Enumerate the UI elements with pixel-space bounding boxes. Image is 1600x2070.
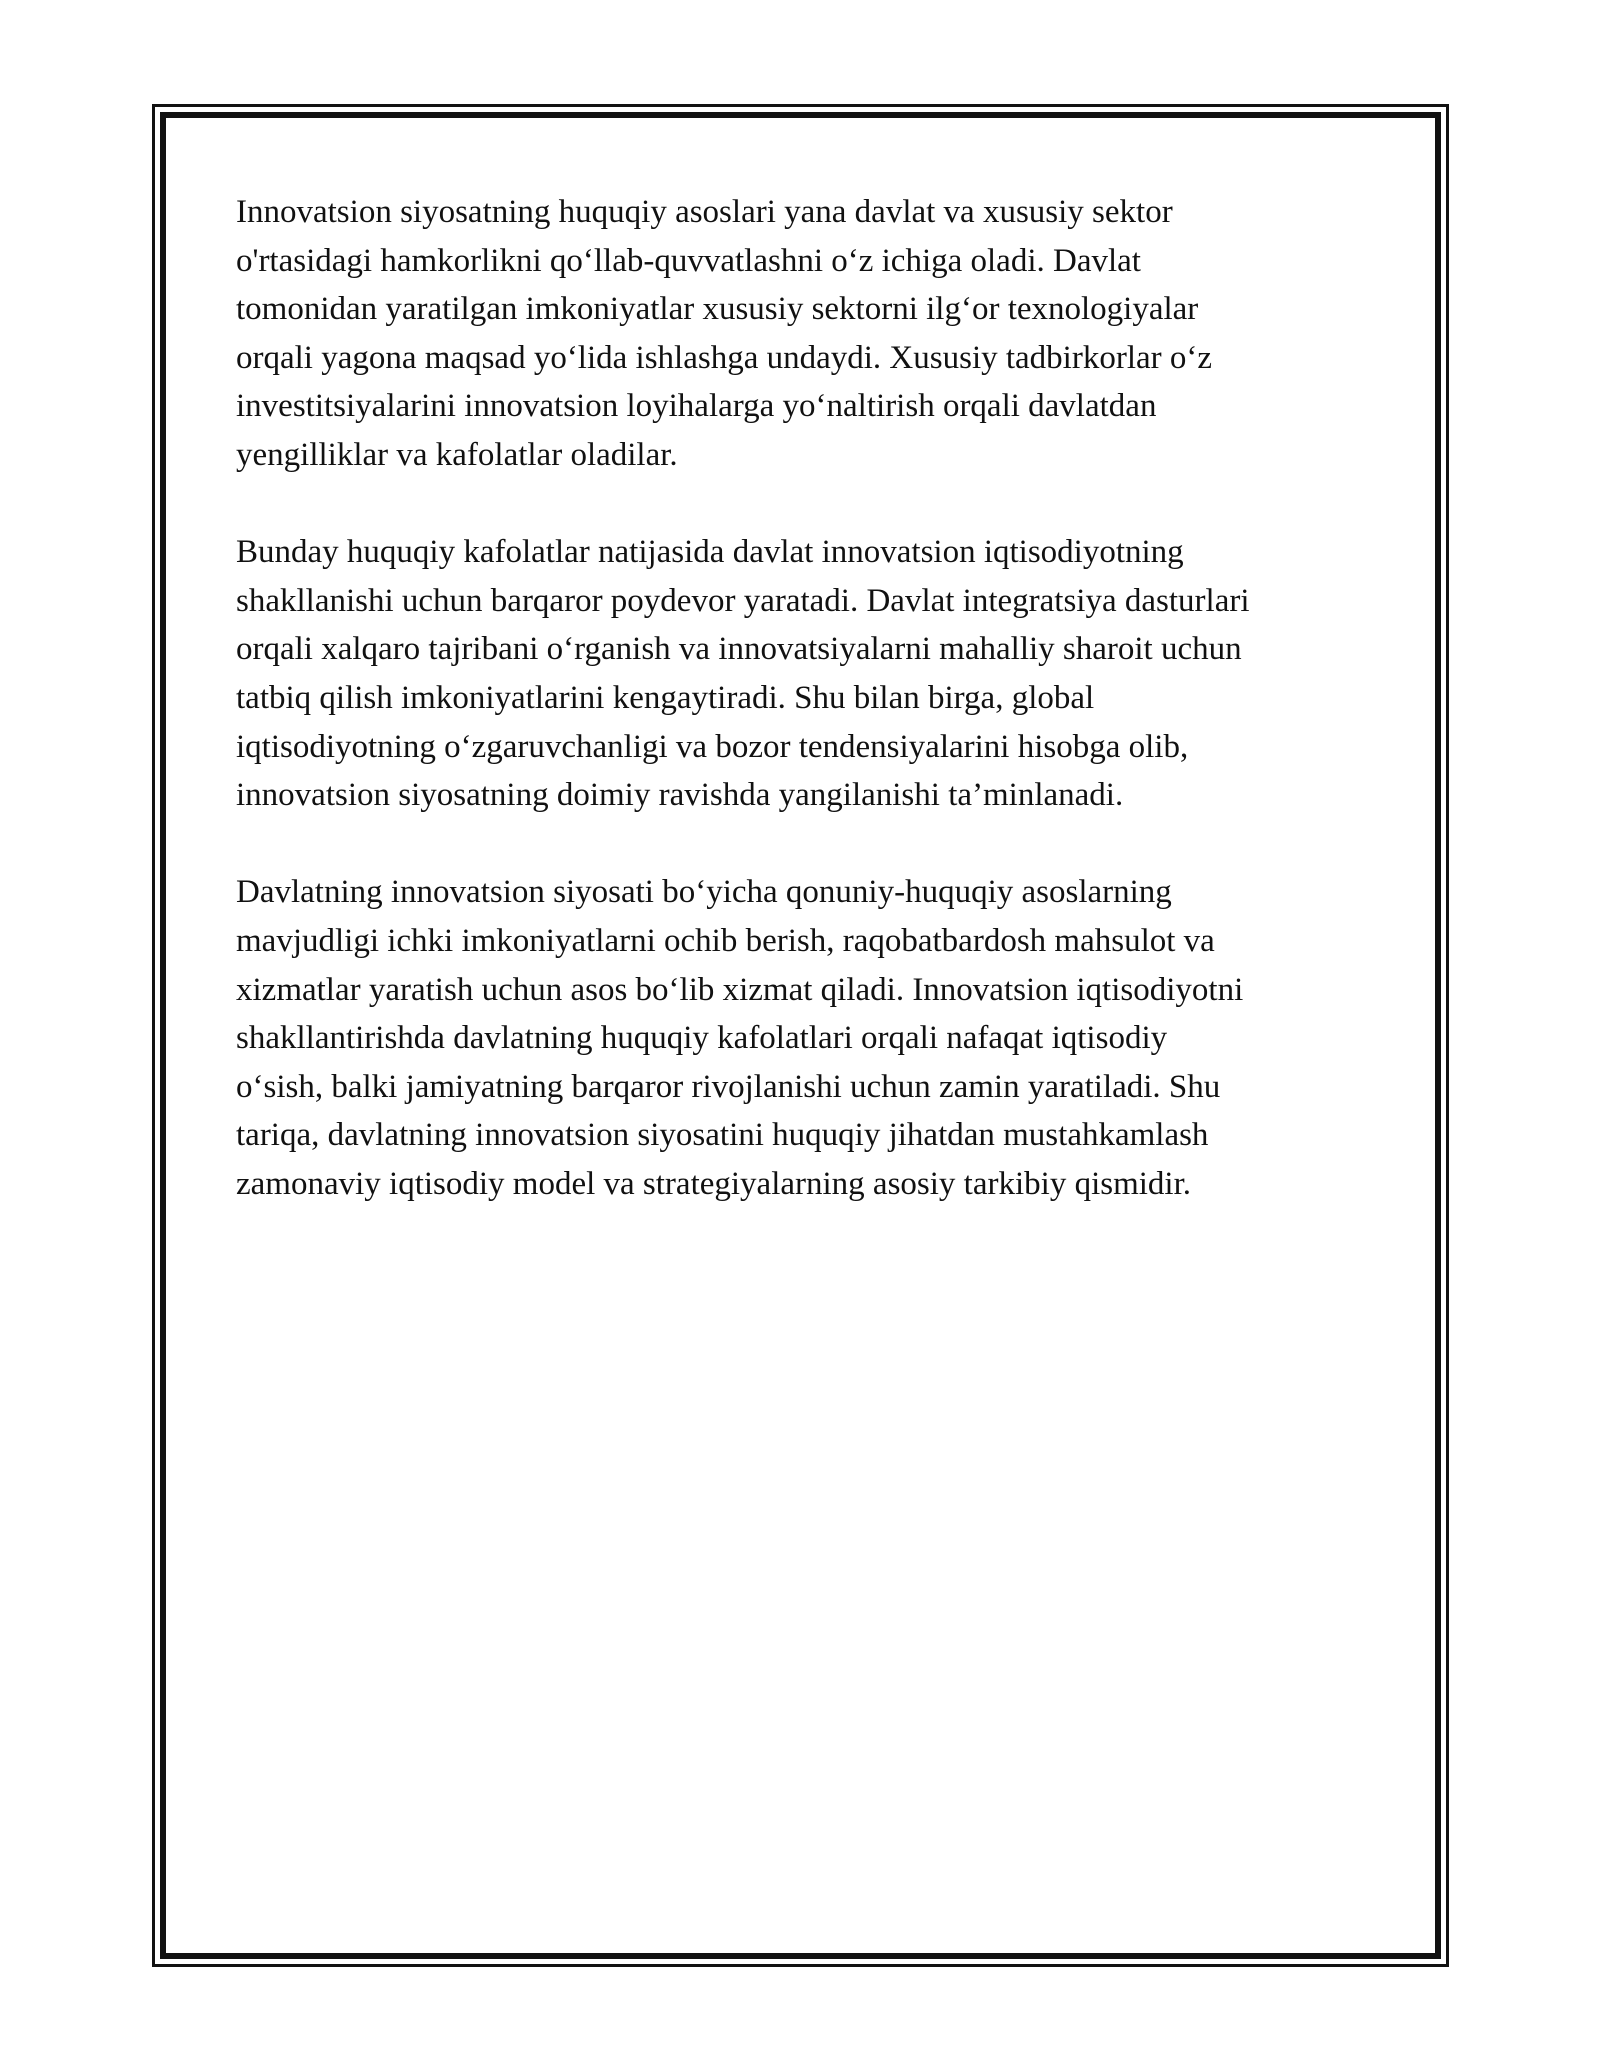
document-body [236, 188, 1376, 1257]
paragraph: Davlatning innovatsion siyosati bo‘yicha qonuniy-huquqiy asoslarning mavjudligi ichki imkoniyatlarni ochib berish, raqobatbardosh mahsulot va xizmatlar yaratish uchun asos bo‘lib xizmat qiladi. Innovatsion iqtisodiyotni shakllantirishda davlatning huquqiy kafolatlari orqali nafaqat iqtisodiy o‘sish, balki jamiyatning barqaror rivojlanishi uchun zamin yaratiladi. Shu tariqa, davlatning innovatsion siyosatini huquqiy jihatdan mustahkamlash zamonaviy iqtisodiy model va strategiyalarning asosiy tarkibiy qismidir. [236, 874, 1244, 1202]
paragraph: Bunday huquqiy kafolatlar natijasida davlat innovatsion iqtisodiyotning shakllanishi uchun barqaror poydevor yaratadi. Davlat integratsiya dasturlari orqali xalqaro tajribani o‘rganish va innovatsiyalarni mahalliy sharoit uchun tatbiq qilish imkoniyatlarini kengaytiradi. Shu bilan birga, global iqtisodiyotning o‘zgaruvchanligi va bozor tendensiyalarini hisobga olib, innovatsion siyosatning doimiy ravishda yangilanishi ta’minlanadi. [236, 534, 1250, 814]
paragraph: Innovatsion siyosatning huquqiy asoslari yana davlat va xususiy sektor o'rtasidagi hamkorlikni qo‘llab-quvvatlashni o‘z ichiga oladi. Davlat tomonidan yaratilgan imkoniyatlar xususiy sektorni ilg‘or texnologiyalar orqali yagona maqsad yo‘lida ishlashga undaydi. Xususiy tadbirkorlar o‘z investitsiyalarini innovatsion loyihalarga yo‘naltirish orqali davlatdan yengilliklar va kafolatlar oladilar. [236, 194, 1213, 473]
